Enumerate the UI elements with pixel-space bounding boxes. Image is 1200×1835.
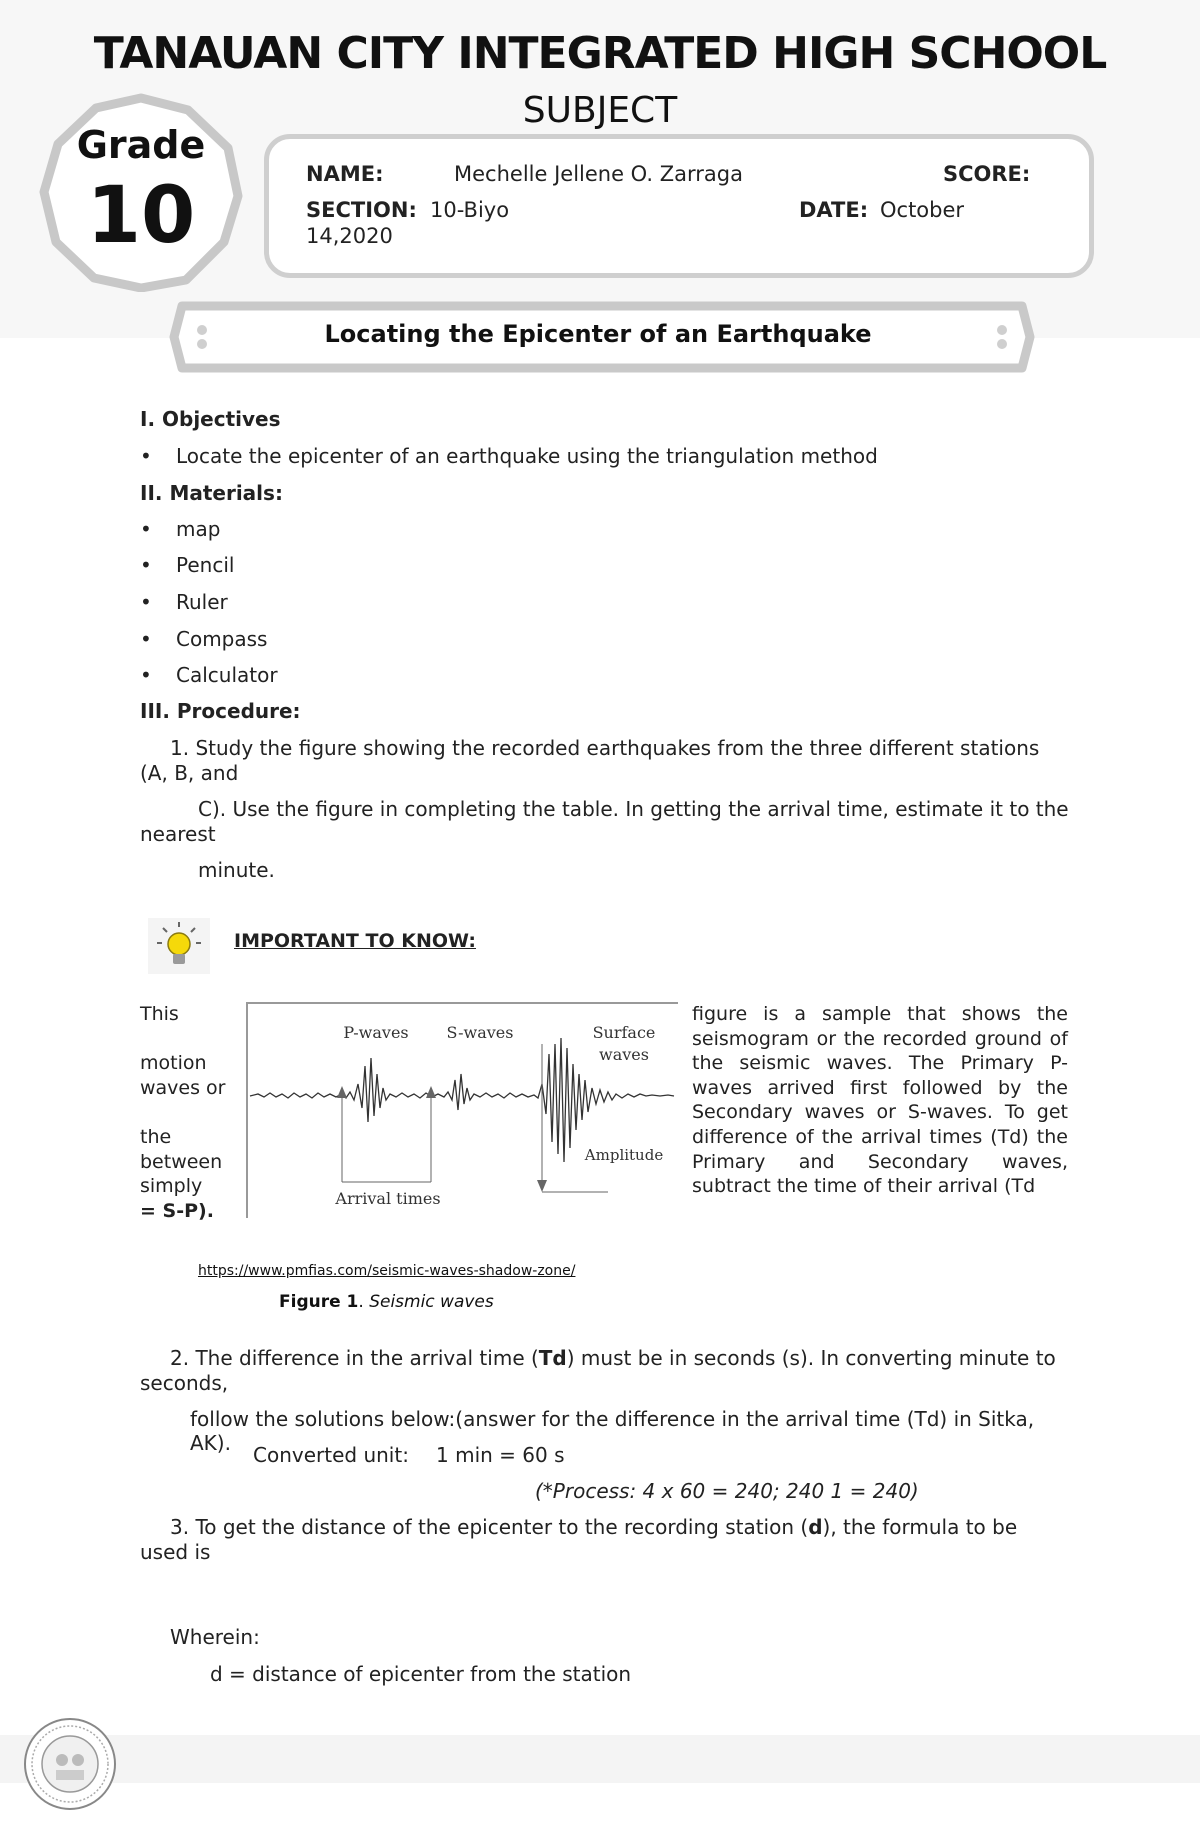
important-left-word: motion [140, 1052, 207, 1075]
important-left-word: = S-P). [140, 1199, 214, 1222]
grade-word: Grade [76, 123, 206, 167]
material-item: • Pencil [140, 553, 235, 577]
important-left-word: the [140, 1125, 172, 1148]
important-left-word: between [140, 1150, 223, 1173]
subject-label: SUBJECT [522, 90, 678, 131]
material-item: • map [140, 517, 221, 541]
amplitude-label: Amplitude [584, 1146, 664, 1164]
material-item: • Compass [140, 627, 268, 651]
procedure-step1-line3: minute. [198, 858, 275, 882]
name-label: NAME: [306, 162, 384, 186]
grade-badge [38, 92, 244, 292]
grade-number: 10 [86, 171, 196, 261]
wherein-label: Wherein: [170, 1625, 260, 1649]
activity-title: Locating the Epicenter of an Earthquake [324, 320, 872, 348]
date-label: DATE: [799, 198, 869, 222]
step2-line2: follow the solutions below:(answer for the difference in the arrival time (Td) in Sitka, AK). [190, 1407, 1035, 1455]
converted-unit-label: Converted unit: [253, 1443, 409, 1467]
school-name: TANAUAN CITY INTEGRATED HIGH SCHOOL [93, 28, 1107, 79]
seismogram-figure [248, 1004, 676, 1216]
date-value: October [880, 198, 965, 222]
name-value: Mechelle Jellene O. Zarraga [454, 162, 743, 186]
d-definition: d = distance of epicenter from the station [210, 1662, 632, 1686]
score-label: SCORE: [943, 162, 1031, 186]
important-right-text: figure is a sample that shows the seismogram or the recorded ground of the seismic waves. The Primary P-waves arrived first followed by the Secondary waves or S-waves. To get difference of the arrival times (Td) the Primary and Secondary waves, subtract the time of their arrival (Td [692, 1003, 1068, 1198]
process-text: (*Process: 4 x 60 = 240; 240 1 = 240) [535, 1479, 919, 1503]
student-info-box [264, 134, 1094, 278]
step2-line1: 2. The difference in the arrival time (Td) must be in seconds (s). In converting minute to seconds, [140, 1346, 1056, 1395]
important-left-word: simply [140, 1175, 203, 1198]
material-item: • Ruler [140, 590, 228, 614]
material-item: • Calculator [140, 663, 278, 687]
figure-caption: Figure 1. Seismic waves [279, 1292, 494, 1312]
date-value-cont: 14,2020 [306, 224, 393, 248]
materials-heading: II. Materials: [140, 481, 283, 505]
s-waves-label: S-waves [446, 1023, 514, 1042]
procedure-step1-line2: C). Use the figure in completing the table. In getting the arrival time, estimate it to the nearest [140, 797, 1069, 846]
arrival-times-label: Arrival times [335, 1189, 441, 1208]
step3-line1: 3. To get the distance of the epicenter to the recording station (d), the formula to be used is [140, 1515, 1018, 1564]
school-seal-logo [22, 1716, 118, 1812]
important-left-word: waves or [140, 1076, 226, 1099]
lightbulb-icon [148, 918, 210, 974]
procedure-step1-line1: 1. Study the figure showing the recorded earthquakes from the three different stations (A, B, and [140, 736, 1040, 785]
procedure-heading: III. Procedure: [140, 699, 301, 723]
important-left-text [140, 1002, 240, 1223]
important-left-word: This [140, 1003, 179, 1025]
surface-waves-label: Surface [592, 1023, 656, 1042]
important-label: IMPORTANT TO KNOW: [234, 930, 476, 952]
surface-waves-label-2: waves [599, 1045, 649, 1064]
converted-unit-value: 1 min = 60 s [436, 1443, 565, 1467]
objectives-heading: I. Objectives [140, 407, 281, 431]
objective-item: • Locate the epicenter of an earthquake using the triangulation method [140, 444, 878, 468]
footer-band [0, 1735, 1200, 1783]
p-waves-label: P-waves [343, 1023, 409, 1042]
section-label: SECTION: [306, 198, 417, 222]
figure-source-link[interactable]: https://www.pmfias.com/seismic-waves-shadow-zone/ [198, 1263, 576, 1279]
section-value: 10-Biyo [430, 198, 510, 222]
